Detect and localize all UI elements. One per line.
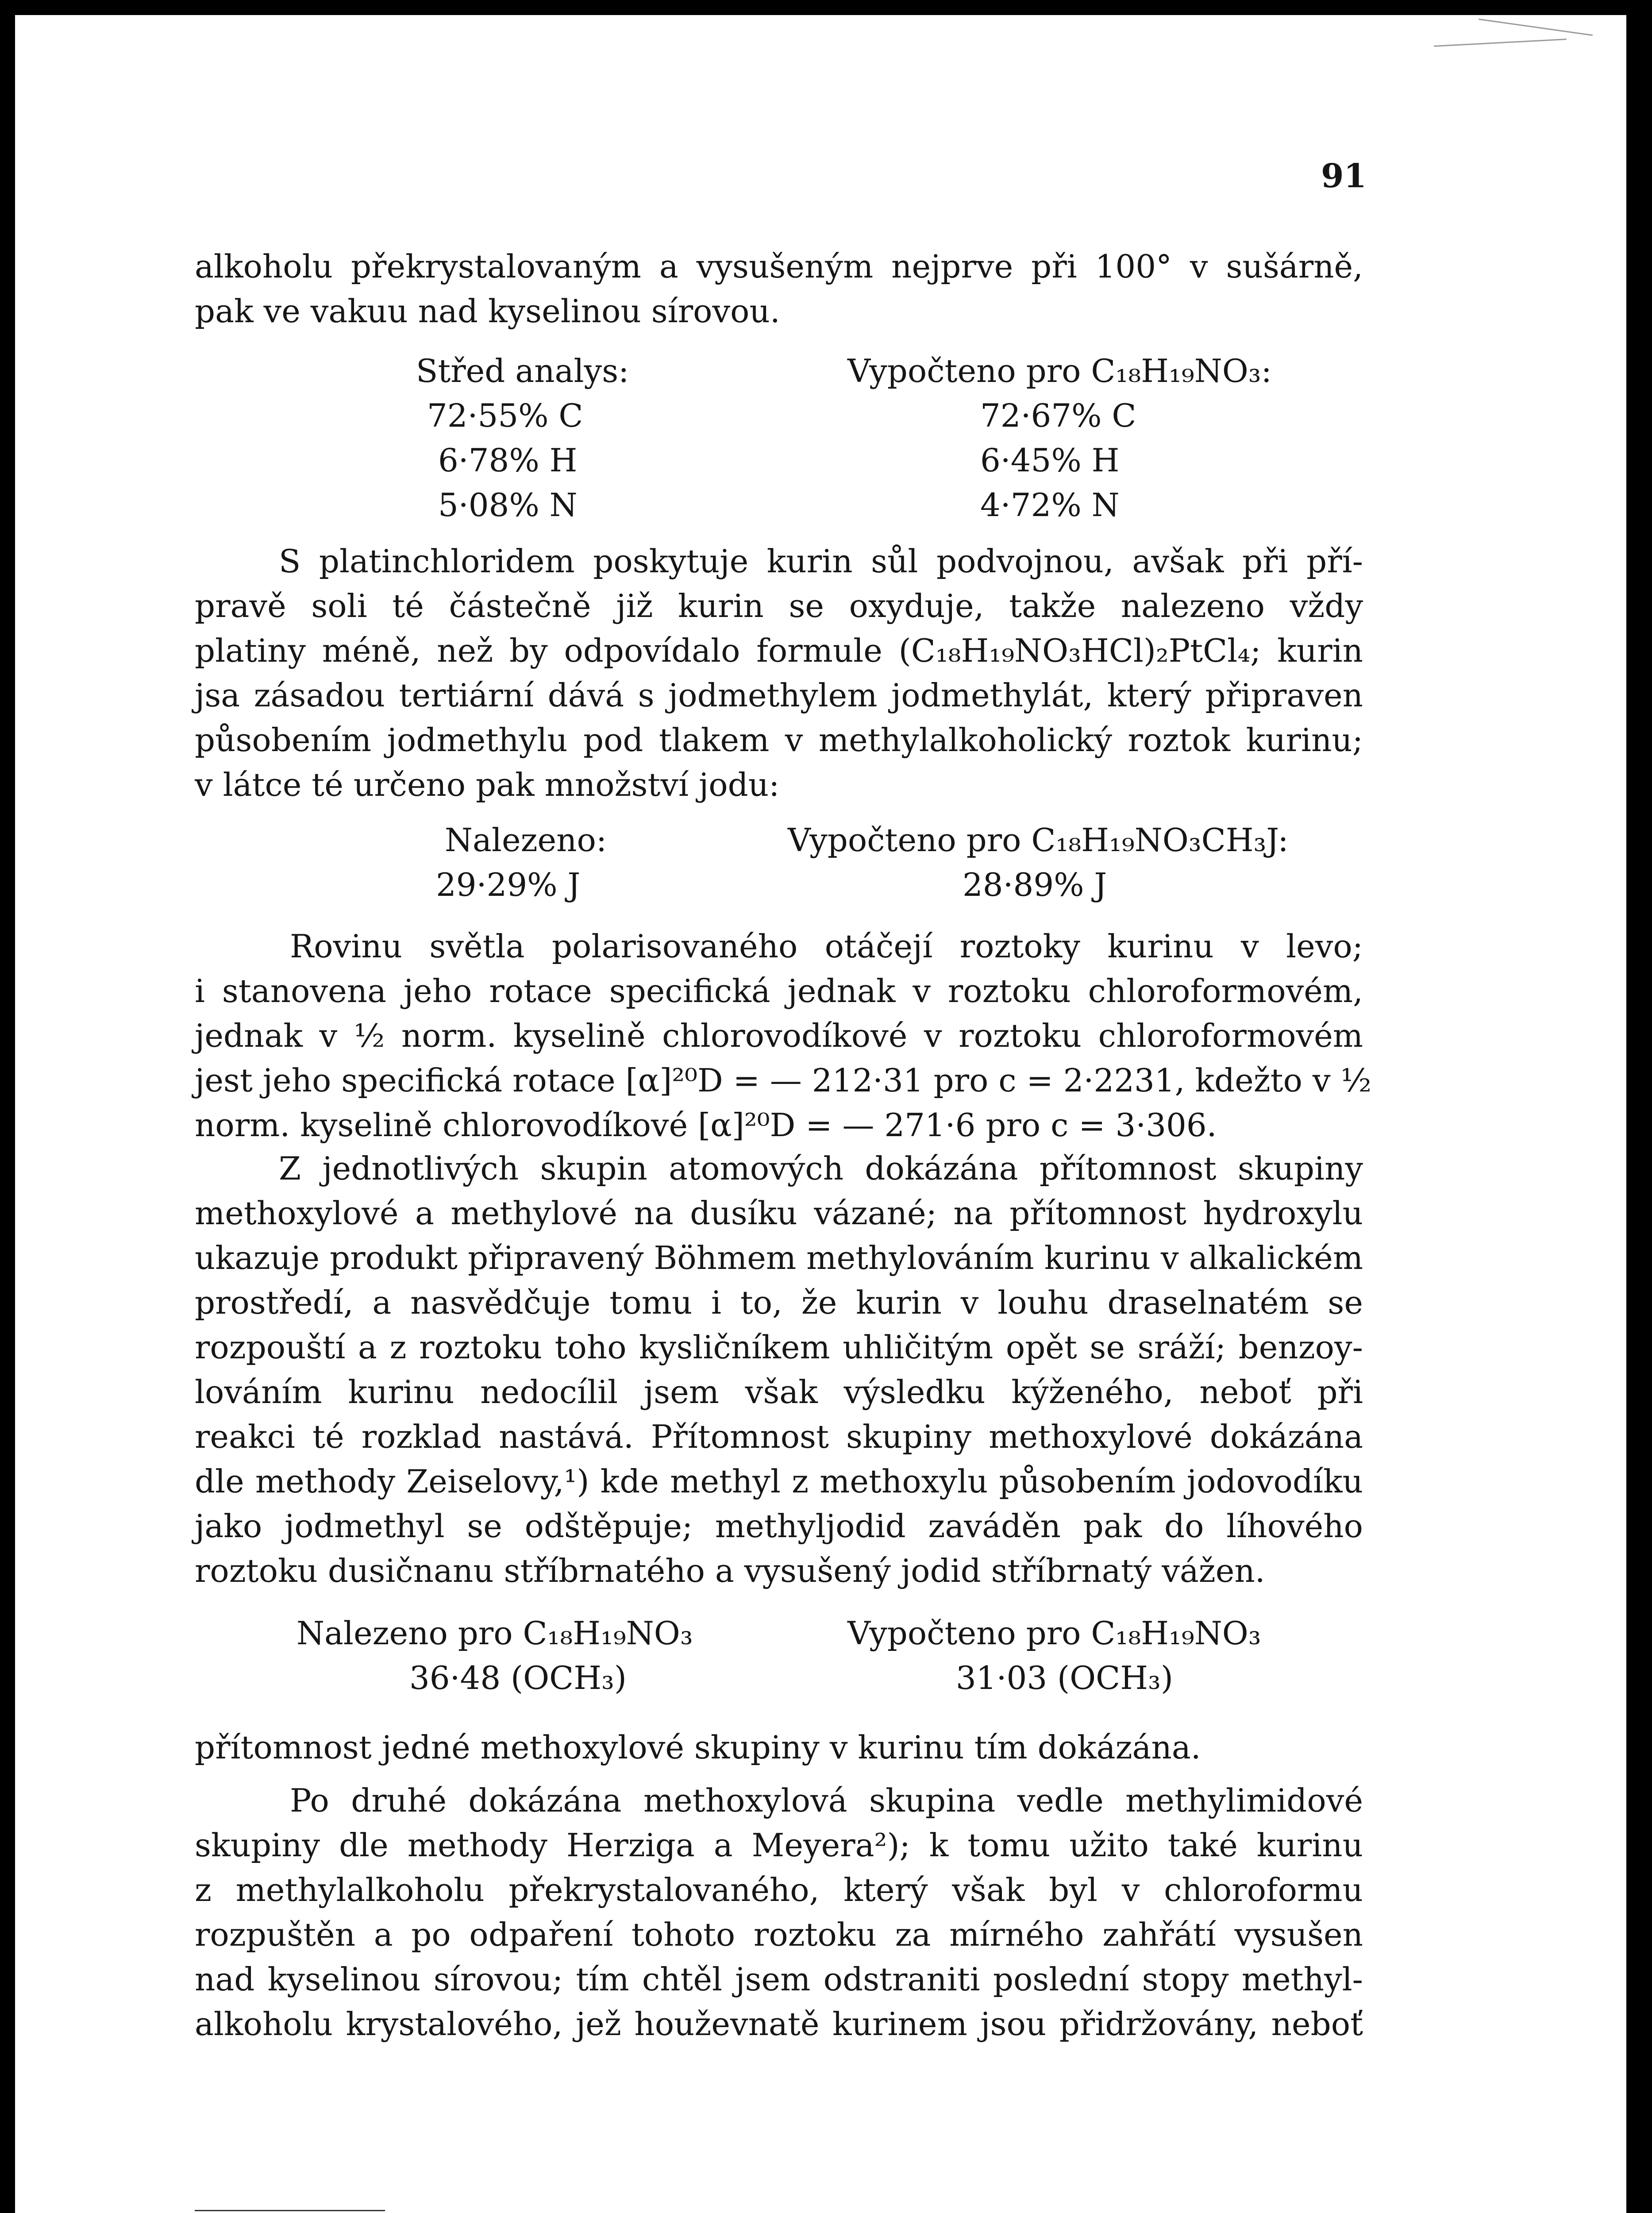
scan-scratch (1479, 19, 1593, 36)
page-number: 91 (1321, 157, 1367, 195)
text-line: platiny méně, než by odpovídalo formule (C₁₈H₁₉NO₃HCl)₂PtCl₄; kurin (195, 632, 1363, 669)
value-row: 31·03 (OCH₃) (956, 1659, 1173, 1696)
value-row: 4·72% N (980, 486, 1120, 524)
footnote-divider (195, 2210, 385, 2211)
column-header: Vypočteno pro C₁₈H₁₉NO₃: (847, 352, 1272, 389)
text-line: ukazuje produkt připravený Böhmem methylováním kurinu v alkalickém (195, 1239, 1363, 1276)
text-line: přítomnost jedné methoxylové skupiny v kurinu tím dokázána. (195, 1729, 1201, 1766)
column-header: Nalezeno: (445, 821, 607, 859)
text-line: pak ve vakuu nad kyselinou sírovou. (195, 293, 780, 330)
text-line: Rovinu světla polarisovaného otáčejí roztoky kurinu v levo; (290, 928, 1363, 965)
text-line: jednak v ½ norm. kyselině chlorovodíkové v roztoku chloroformovém (195, 1017, 1363, 1054)
text-line: S platinchloridem poskytuje kurin sůl podvojnou, avšak při pří- (279, 543, 1363, 580)
scan-scratch (1434, 39, 1567, 47)
value-row: 72·55% C (427, 397, 583, 434)
scan-border-top (0, 0, 1652, 15)
paragraph-optical-rotation (195, 924, 1372, 1148)
text-line: rozpuštěn a po odpaření tohoto roztoku za mírného zahřátí vysušen (195, 1916, 1363, 1953)
scan-border-right (1626, 0, 1652, 2213)
text-line: působením jodmethylu pod tlakem v methylalkoholický roztok kurinu; (195, 721, 1363, 759)
paragraph-platinum-salt (195, 539, 1363, 807)
text-line: Po druhé dokázána methoxylová skupina vedle methylimidové (290, 1782, 1363, 1819)
text-line: v látce té určeno pak množství jodu: (195, 766, 780, 803)
paragraph-methoxyl-result (195, 1725, 1363, 1770)
paragraph-methylimide (195, 1778, 1363, 2047)
text-line: norm. kyselině chlorovodíkové [α]²⁰D = — 271·6 pro c = 3·306. (195, 1106, 1217, 1144)
intro-paragraph (195, 244, 1363, 334)
text-line: roztoku dusičnanu stříbrnatého a vysušený jodid stříbrnatý vážen. (195, 1552, 1265, 1589)
scan-border-left (0, 0, 15, 2213)
text-line: rozpouští a z roztoku toho kysličníkem uhličitým opět se sráží; benzoy- (195, 1329, 1363, 1366)
text-line: methoxylové a methylové na dusíku vázané; na přítomnost hydroxylu (195, 1195, 1363, 1232)
text-line: jako jodmethyl se odštěpuje; methyljodid zaváděn pak do líhového (195, 1507, 1363, 1545)
text-line: i stanovena jeho rotace specifická jednak v roztoku chloroformovém, (195, 972, 1363, 1010)
iodine-found-column (436, 818, 607, 907)
value-row: 6·78% H (438, 442, 578, 479)
text-line: prostředí, a nasvědčuje tomu i to, že kurin v louhu draselnatém se (195, 1284, 1363, 1321)
column-header: Vypočteno pro C₁₈H₁₉NO₃ (847, 1615, 1261, 1652)
text-line: dle methody Zeiselovy,¹) kde methyl z methoxylu působením jodovodíku (195, 1463, 1363, 1500)
column-header: Nalezeno pro C₁₈H₁₉NO₃ (297, 1615, 693, 1652)
text-line: skupiny dle methody Herziga a Meyera²); k tomu užito také kurinu (195, 1827, 1363, 1864)
column-header: Vypočteno pro C₁₈H₁₉NO₃CH₃J: (788, 821, 1289, 859)
iodine-calculated-column (788, 818, 1289, 907)
value-row: 6·45% H (980, 442, 1120, 479)
analysis-found-column (416, 349, 629, 528)
value-row: 36·48 (OCH₃) (409, 1659, 627, 1696)
value-row: 29·29% J (436, 866, 581, 903)
methoxyl-found-column (297, 1611, 693, 1700)
text-line: z methylalkoholu překrystalovaného, který však byl v chloroformu (195, 1871, 1363, 1908)
methoxyl-calculated-column (847, 1611, 1261, 1700)
text-line: pravě soli té částečně již kurin se oxyduje, takže nalezeno vždy (195, 587, 1363, 625)
analysis-calculated-column (847, 349, 1272, 528)
text-line: lováním kurinu nedocílil jsem však výsledku kýženého, neboť při (195, 1373, 1363, 1411)
value-row: 5·08% N (438, 486, 578, 524)
text-line: nad kyselinou sírovou; tím chtěl jsem odstraniti poslední stopy methyl- (195, 1961, 1363, 1998)
paragraph-atomic-groups (195, 1146, 1363, 1593)
text-line: reakci té rozklad nastává. Přítomnost skupiny methoxylové dokázána (195, 1418, 1363, 1455)
value-row: 28·89% J (963, 866, 1107, 903)
text-line: alkoholu krystalového, jež houževnatě kurinem jsou přidržovány, neboť (195, 2005, 1363, 2043)
value-row: 72·67% C (980, 397, 1136, 434)
column-header: Střed analys: (416, 352, 629, 389)
text-line: jest jeho specifická rotace [α]²⁰D = — 212·31 pro c = 2·2231, kdežto v ½ (195, 1062, 1372, 1099)
text-line: jsa zásadou tertiární dává s jodmethylem jodmethylát, který připraven (195, 677, 1363, 714)
text-line: alkoholu překrystalovaným a vysušeným nejprve při 100° v sušárně, (195, 248, 1363, 285)
text-line: Z jednotlivých skupin atomových dokázána přítomnost skupiny (279, 1150, 1363, 1187)
